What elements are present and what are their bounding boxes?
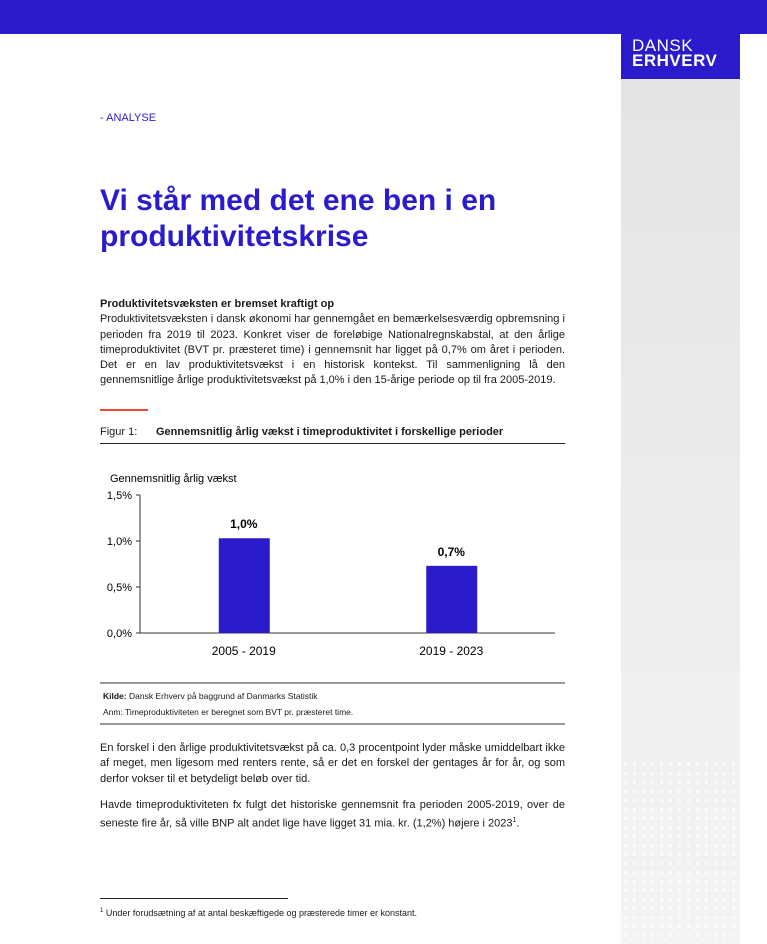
figure-caption — [100, 426, 504, 438]
bar — [219, 538, 270, 633]
bar — [426, 566, 477, 633]
footnote — [100, 908, 417, 918]
dot-pattern — [621, 760, 740, 944]
logo — [621, 34, 740, 79]
y-axis-label: Gennemsnitlig årlig vækst — [110, 473, 237, 485]
footnote-mark: 1 — [100, 908, 104, 914]
paragraph-2: En forskel i den årlige produktivitetsvækst på ca. 0,3 procentpoint lyder måske umiddelbart ikke af meget, men ligesom med renters rente, så er det en forskel der gentages år for år, og som derfor vokser til et betydeligt beløb over tid. — [100, 742, 565, 785]
page-title: Vi står med det ene ben i en produktivitetskrise — [100, 184, 497, 253]
source-note — [103, 691, 318, 701]
y-tick-label: 1,0% — [106, 536, 132, 548]
section-tag: - ANALYSE — [100, 112, 157, 124]
remark-text: Timeproduktiviteten er beregnet som BVT pr. præsteret time. — [122, 707, 354, 717]
source-text: Dansk Erhverv på baggrund af Danmarks Statistik — [126, 691, 318, 701]
footnote-text: Under forudsætning af at antal beskæftigede og præsterede timer er konstant. — [103, 908, 418, 918]
figure-label: Figur 1: — [100, 426, 138, 438]
y-tick-label: 1,5% — [106, 490, 132, 502]
logo-line1: DANSK — [632, 36, 694, 55]
paragraph-3 — [100, 798, 565, 832]
top-bar — [0, 0, 767, 34]
paragraph-3-end: . — [516, 817, 520, 830]
accent-line — [100, 409, 148, 411]
footnote-divider — [100, 898, 288, 899]
section-heading: Produktivitetsvæksten er bremset kraftigt op — [100, 298, 335, 310]
paragraph-1: Produktivitetsvæksten i dansk økonomi har gennemgået en bemærkelsesværdig opbremsning i perioden fra 2019 til 2023. Konkret viser de foreløbige Nationalregnskabstal, at den årlige timeproduktivitet (BVT pr. præsteret time) i gennemsnit har ligget på 0,7% om året i perioden. Det er en lav produktivitetsvækst i en historisk kontekst. Til sammenligning lå den gennemsnitlige årlige produktivitetsvækst på 1,0% i den 15-årige periode op til fra 2005-2019. — [100, 313, 565, 387]
x-tick-label: 2019 - 2023 — [419, 644, 484, 658]
remark-label: Anm: — [103, 707, 123, 717]
logo-line2: ERHVERV — [632, 51, 718, 70]
data-label: 0,7% — [437, 544, 465, 559]
x-tick-label: 2005 - 2019 — [211, 644, 276, 658]
paragraph-3-text: Havde timeproduktiviteten fx fulgt det historiske gennemsnit fra perioden 2005-2019, over de seneste fire år, så ville BNP alt andet lige have ligget 31 mia. kr. (1,2%) højere i 2023 — [100, 799, 565, 830]
remark-note — [103, 707, 353, 717]
footnote-ref[interactable]: 1 — [512, 817, 517, 825]
source-label: Kilde: — [103, 691, 127, 701]
y-tick-label: 0,5% — [106, 582, 132, 594]
data-label: 1,0% — [230, 517, 258, 532]
bar-chart — [0, 460, 600, 675]
divider — [100, 682, 565, 684]
figure-title: Gennemsnitlig årlig vækst i timeproduktivitet i forskellige perioder — [156, 426, 504, 438]
divider — [100, 723, 565, 725]
divider — [100, 443, 565, 444]
intro-section — [100, 297, 565, 389]
y-tick-label: 0,0% — [106, 628, 132, 640]
